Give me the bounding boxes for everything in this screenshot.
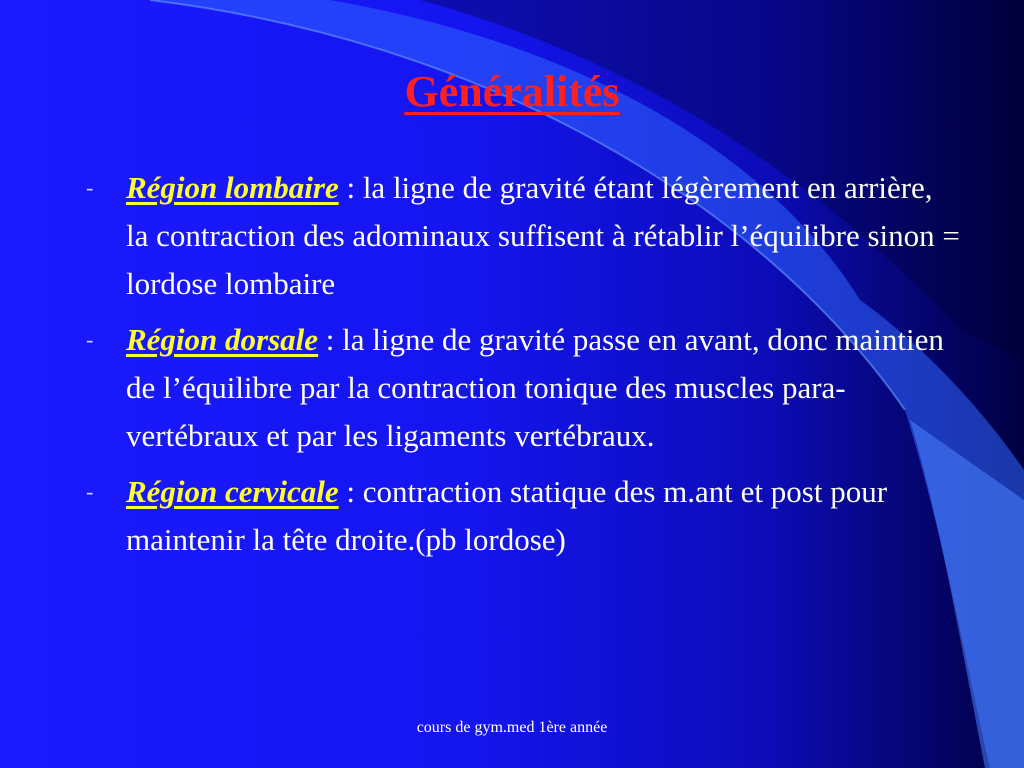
bullet-text: : contraction statique des m.ant et post pour maintenir la tête droite.(pb lordose) — [126, 474, 888, 557]
slide-footer: cours de gym.med 1ère année — [416, 719, 608, 736]
bullet-marker: - — [86, 479, 94, 504]
bullet-list — [80, 164, 960, 572]
bullet-text: : la ligne de gravité passe en avant, donc maintien de l’équilibre par la contraction tonique des muscles para-vertébraux et par les ligaments vertébraux. — [126, 322, 944, 453]
bullet-item-cervicale — [80, 468, 960, 564]
bullet-text: : la ligne de gravité étant légèrement en arrière, la contraction des adominaux suffisent à rétablir l’équilibre sinon = lordose lombaire — [126, 170, 960, 301]
bullet-marker: - — [86, 327, 94, 352]
bullet-item-lombaire — [80, 164, 960, 308]
bullet-item-dorsale — [80, 316, 960, 460]
bullet-term: Région cervicale — [126, 474, 339, 509]
bullet-term: Région lombaire — [126, 170, 339, 205]
slide-title: Généralités — [404, 67, 620, 116]
bullet-marker: - — [86, 175, 94, 200]
bullet-term: Région dorsale — [126, 322, 319, 357]
